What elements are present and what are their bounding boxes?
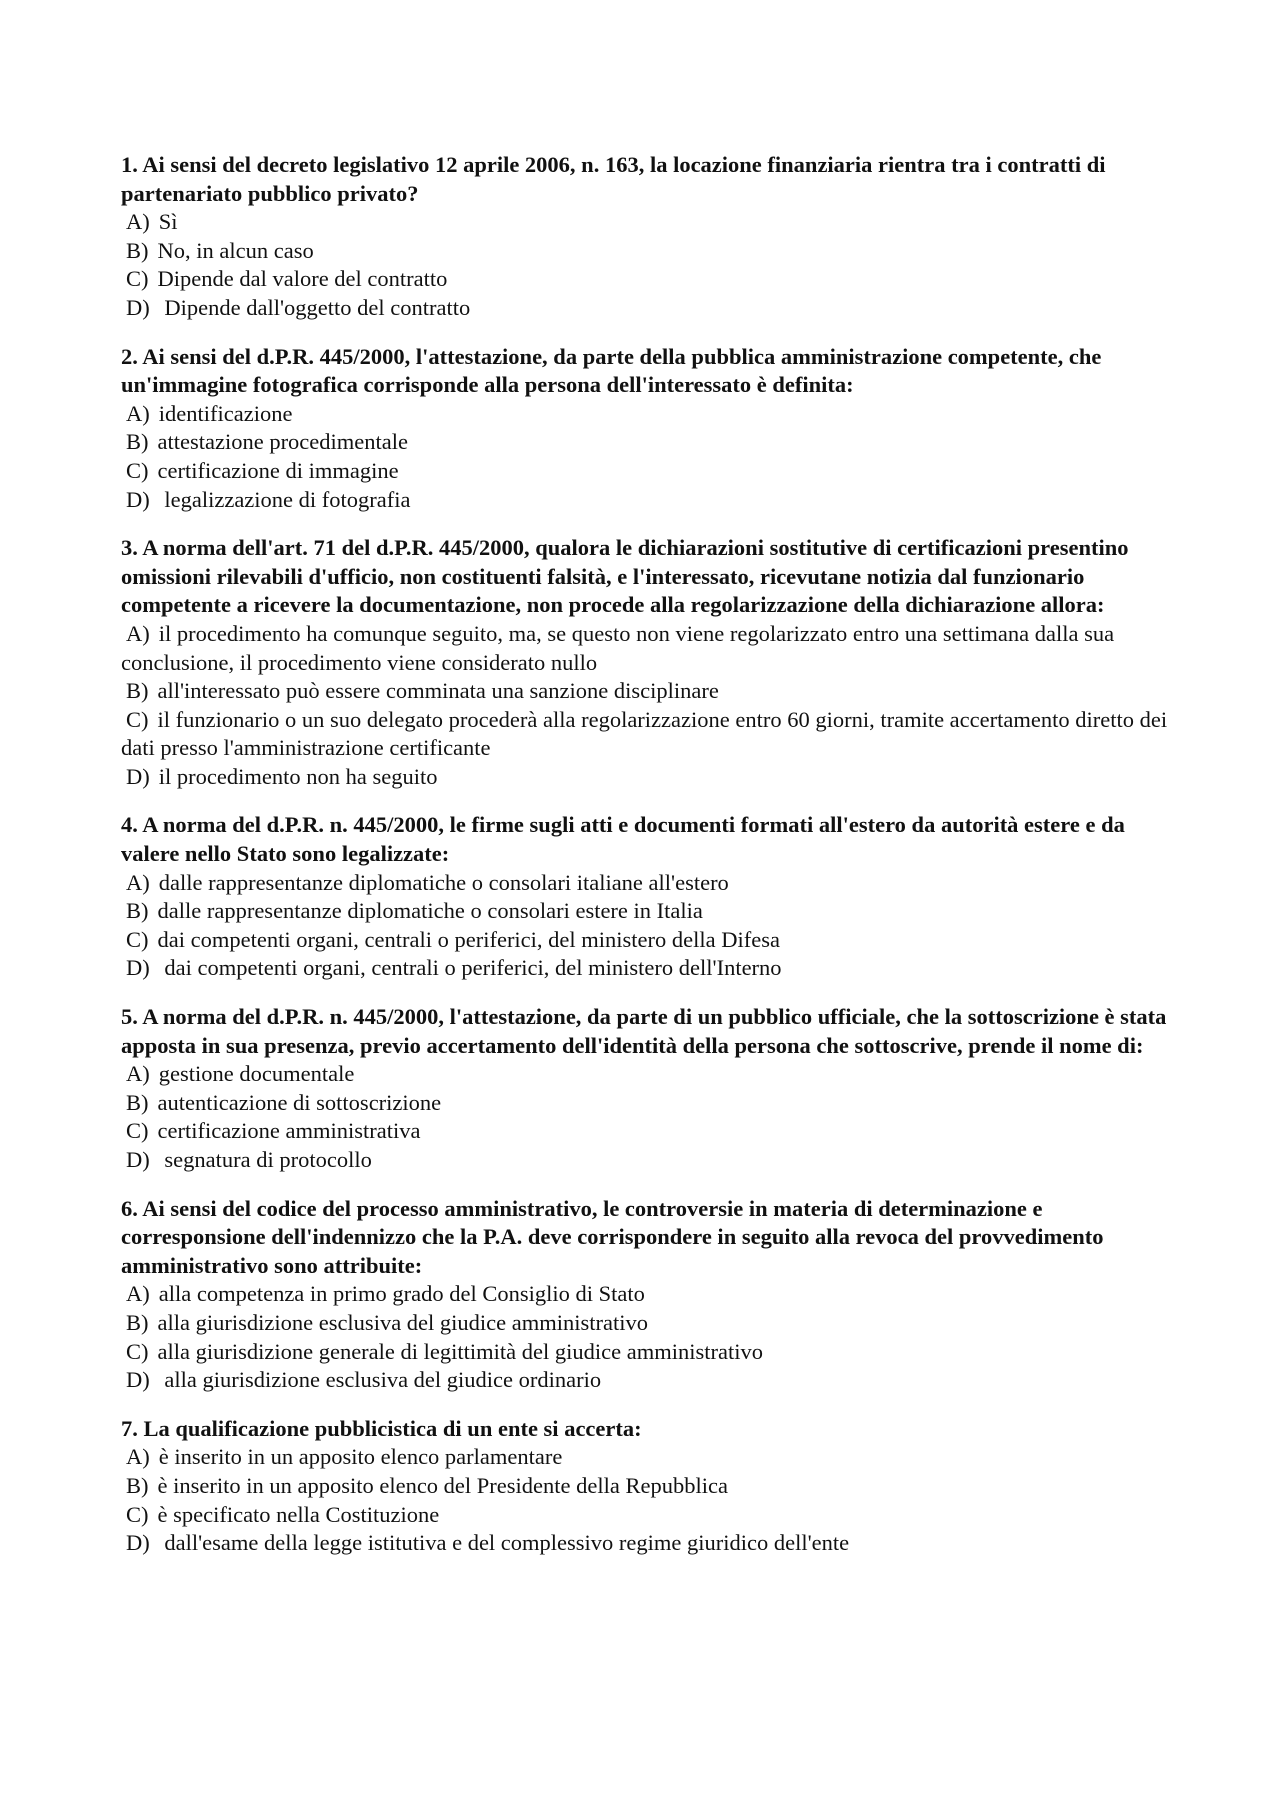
question-number: 3. (121, 535, 138, 561)
option-letter: C) (126, 926, 149, 952)
option-text: legalizzazione di fotografia (158, 486, 411, 512)
option-text: alla giurisdizione esclusiva del giudice ordinario (158, 1367, 602, 1393)
option-text: è specificato nella Costituzione (157, 1501, 440, 1527)
option-a (121, 208, 1181, 237)
option-b (121, 428, 1181, 457)
option-letter: A) (126, 400, 150, 426)
option-text: dai competenti organi, centrali o periferici, del ministero della Difesa (157, 926, 780, 952)
option-b (121, 897, 1181, 926)
option-a (121, 400, 1181, 429)
option-b (121, 1472, 1181, 1501)
question-1 (121, 151, 1181, 323)
option-c (121, 1338, 1181, 1367)
option-letter: B) (126, 1472, 149, 1498)
option-a (121, 1443, 1181, 1472)
option-text: gestione documentale (158, 1061, 355, 1087)
options-list (121, 1280, 1181, 1394)
option-a (121, 1280, 1181, 1309)
question-text: Ai sensi del codice del processo amministrativo, le controversie in materia di determinazione e corresponsione dell'indennizzo che la P.A. deve corrispondere in seguito alla revoca del provvedimento amministrativo sono attribuite: (121, 1195, 1104, 1278)
option-letter: B) (126, 429, 149, 455)
option-a (121, 869, 1181, 898)
option-text: il funzionario o un suo delegato procederà alla regolarizzazione entro 60 giorni, tramite accertamento diretto dei dati presso l'amministrazione certificante (121, 706, 1168, 761)
options-list (121, 620, 1181, 792)
option-a (121, 1060, 1181, 1089)
question-4 (121, 811, 1181, 983)
question-number: 5. (121, 1004, 138, 1030)
option-text: alla competenza in primo grado del Consiglio di Stato (158, 1281, 645, 1307)
option-letter: A) (126, 1281, 150, 1307)
quiz-page (121, 151, 1181, 1578)
option-letter: D) (126, 294, 150, 320)
option-c (121, 706, 1181, 763)
option-text: all'interessato può essere comminata una sanzione disciplinare (157, 678, 719, 704)
options-list (121, 400, 1181, 514)
question-number: 1. (121, 152, 138, 177)
option-letter: D) (126, 1530, 150, 1556)
option-letter: D) (126, 763, 150, 789)
question-text: Ai sensi del decreto legislativo 12 aprile 2006, n. 163, la locazione finanziaria rientra tra i contratti di partenariato pubblico privato? (121, 152, 1106, 206)
option-text: è inserito in un apposito elenco del Presidente della Repubblica (157, 1472, 728, 1498)
option-letter: D) (126, 1367, 150, 1393)
option-letter: C) (126, 266, 149, 292)
options-list (121, 1060, 1181, 1174)
option-d (121, 763, 1181, 792)
option-a (121, 620, 1181, 677)
option-letter: A) (126, 209, 150, 235)
question-text: A norma del d.P.R. n. 445/2000, l'attestazione, da parte di un pubblico ufficiale, che la sottoscrizione è stata apposta in sua presenza, previo accertamento dell'identità della persona che sottoscrive, prende il nome di: (121, 1004, 1167, 1058)
option-d (121, 1366, 1181, 1395)
option-text: Sì (158, 209, 178, 235)
option-letter: C) (126, 1338, 149, 1364)
option-c (121, 1501, 1181, 1530)
option-text: dai competenti organi, centrali o periferici, del ministero dell'Interno (158, 955, 782, 981)
question-2 (121, 343, 1181, 515)
option-text: certificazione amministrativa (157, 1118, 421, 1144)
option-b (121, 1309, 1181, 1338)
option-letter: A) (126, 869, 150, 895)
option-letter: D) (126, 1147, 150, 1172)
option-text: dall'esame della legge istitutiva e del complessivo regime giuridico dell'ente (158, 1530, 850, 1556)
option-text: è inserito in un apposito elenco parlamentare (158, 1444, 563, 1470)
option-d (121, 1146, 1181, 1175)
options-list (121, 1443, 1181, 1557)
option-letter: D) (126, 486, 150, 512)
option-d (121, 294, 1181, 323)
option-text: dalle rappresentanze diplomatiche o consolari italiane all'estero (158, 869, 729, 895)
option-d (121, 486, 1181, 515)
option-letter: C) (126, 457, 149, 483)
option-text: Dipende dal valore del contratto (157, 266, 448, 292)
option-b (121, 1089, 1181, 1118)
option-text: Dipende dall'oggetto del contratto (158, 294, 471, 320)
option-text: alla giurisdizione esclusiva del giudice amministrativo (157, 1309, 648, 1335)
option-text: segnatura di protocollo (158, 1147, 372, 1172)
option-text: il procedimento ha comunque seguito, ma, se questo non viene regolarizzato entro una settimana dalla sua conclusione, il procedimento viene considerato nullo (121, 620, 1115, 675)
question-7 (121, 1415, 1181, 1558)
option-text: il procedimento non ha seguito (158, 763, 438, 789)
question-number: 4. (121, 812, 138, 838)
option-d (121, 1529, 1181, 1558)
option-text: autenticazione di sottoscrizione (157, 1089, 442, 1115)
question-number: 2. (121, 343, 138, 369)
options-list (121, 869, 1181, 983)
question-text: La qualificazione pubblicistica di un ente si accerta: (143, 1415, 642, 1441)
option-b (121, 677, 1181, 706)
question-3 (121, 534, 1181, 791)
question-number: 6. (121, 1195, 138, 1221)
option-letter: B) (126, 1309, 149, 1335)
options-list (121, 208, 1181, 322)
option-letter: B) (126, 678, 149, 704)
option-c (121, 265, 1181, 294)
option-c (121, 926, 1181, 955)
option-text: attestazione procedimentale (157, 429, 408, 455)
option-c (121, 457, 1181, 486)
option-letter: A) (126, 620, 150, 646)
option-text: No, in alcun caso (157, 237, 314, 263)
question-number: 7. (121, 1415, 138, 1441)
option-c (121, 1117, 1181, 1146)
option-d (121, 954, 1181, 983)
option-letter: B) (126, 898, 149, 924)
question-6 (121, 1195, 1181, 1395)
option-letter: B) (126, 237, 149, 263)
question-5 (121, 1003, 1181, 1175)
option-letter: B) (126, 1089, 149, 1115)
option-letter: A) (126, 1061, 150, 1087)
option-text: identificazione (158, 400, 293, 426)
option-text: dalle rappresentanze diplomatiche o consolari estere in Italia (157, 898, 703, 924)
question-text: Ai sensi del d.P.R. 445/2000, l'attestazione, da parte della pubblica amministrazione competente, che un'immagine fotografica corrisponde alla persona dell'interessato è definita: (121, 343, 1102, 398)
question-text: A norma dell'art. 71 del d.P.R. 445/2000, qualora le dichiarazioni sostitutive di certificazioni presentino omissioni rilevabili d'ufficio, non costituenti falsità, e l'interessato, ricevutane notizia dal funzionario competente a ricevere la documentazione, non procede alla regolarizzazione della dichiarazione allora: (121, 535, 1129, 618)
option-letter: A) (126, 1444, 150, 1470)
option-b (121, 237, 1181, 266)
option-letter: D) (126, 955, 150, 981)
option-text: certificazione di immagine (157, 457, 399, 483)
option-letter: C) (126, 1118, 149, 1144)
option-letter: C) (126, 1501, 149, 1527)
option-letter: C) (126, 706, 149, 732)
question-text: A norma del d.P.R. n. 445/2000, le firme sugli atti e documenti formati all'estero da autorità estere e da valere nello Stato sono legalizzate: (121, 812, 1125, 867)
option-text: alla giurisdizione generale di legittimità del giudice amministrativo (157, 1338, 763, 1364)
